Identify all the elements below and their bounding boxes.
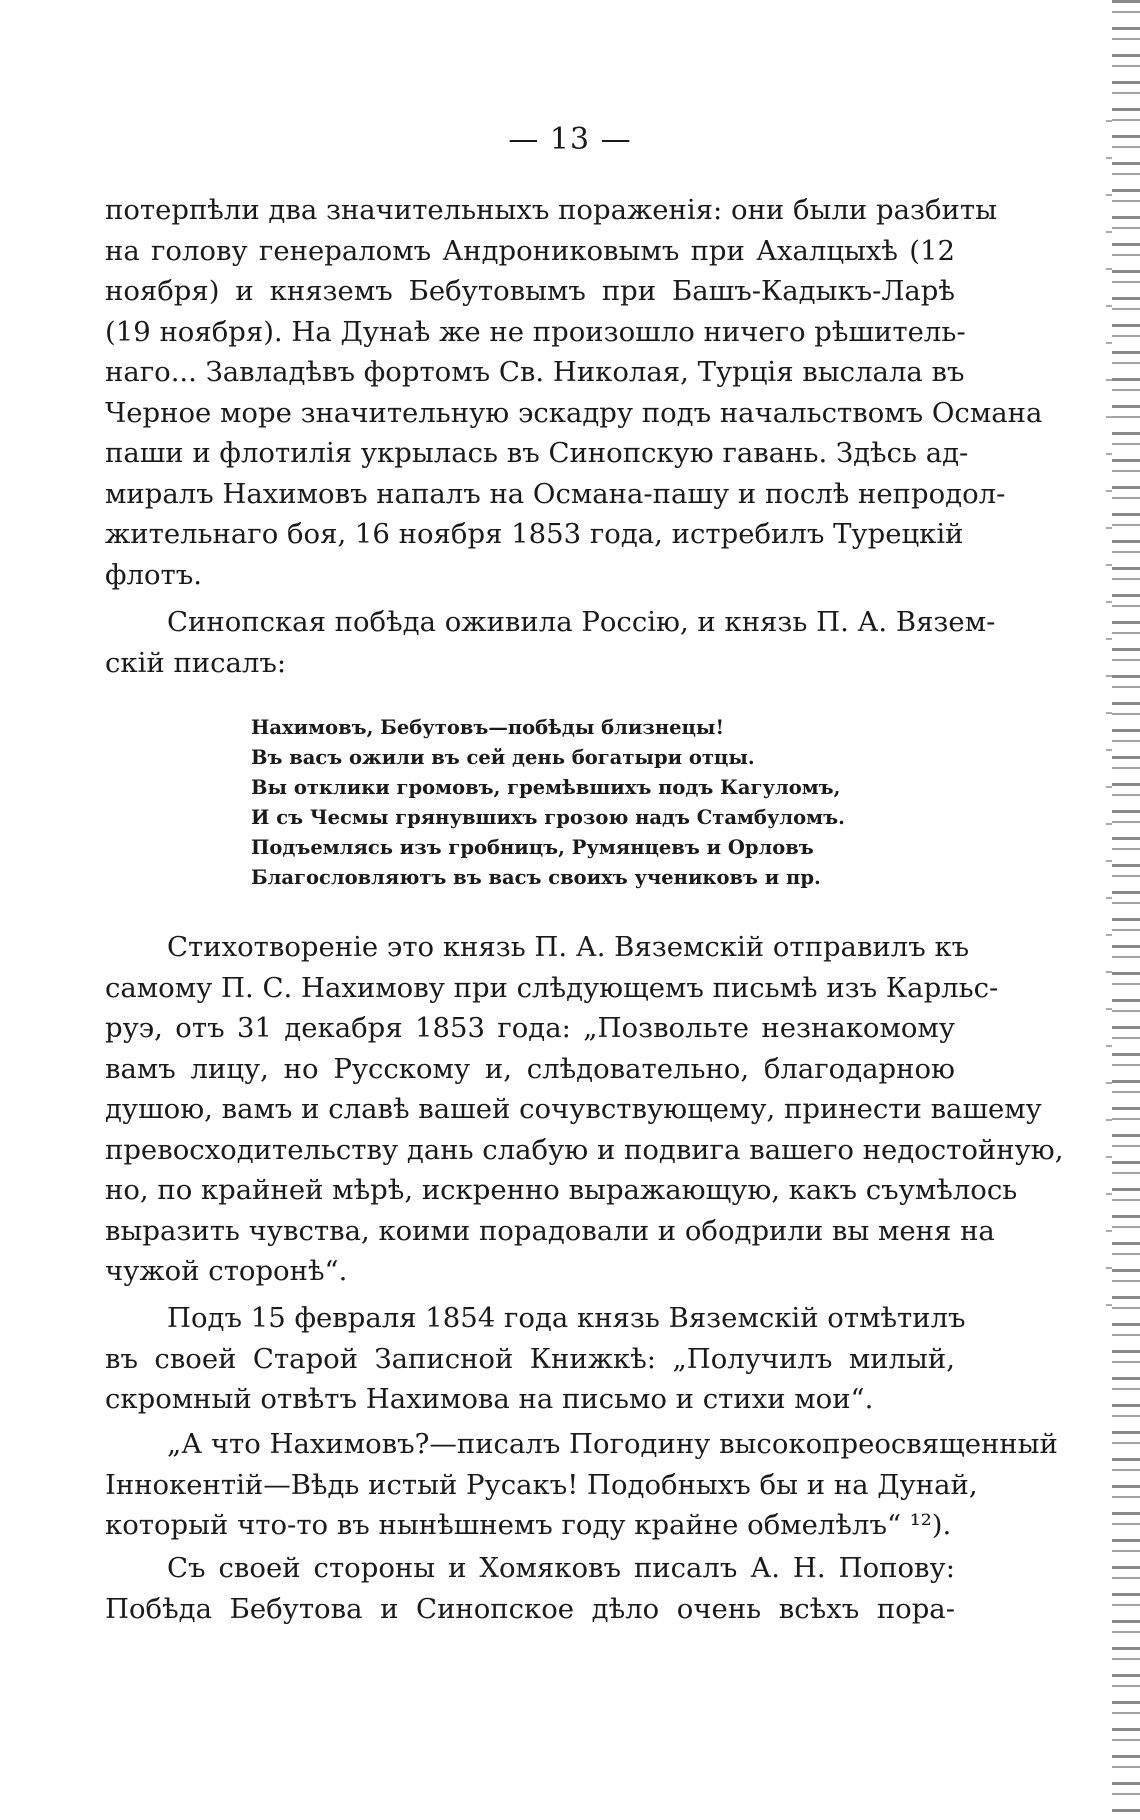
text-line: душою, вамъ и славѣ вашей сочувствующему, принести вашему xyxy=(105,1093,1042,1125)
text-line: ноября) и княземъ Бебутовымъ при Башъ-Кадыкъ-Ларѣ xyxy=(105,275,955,307)
poem-line: Въ васъ ожили въ сей день богатыри отцы. xyxy=(251,746,755,769)
text-line: Іннокентій—Вѣдь истый Русакъ! Подобныхъ бы и на Дунай, xyxy=(105,1468,978,1501)
paragraph-5 xyxy=(105,1424,1058,1546)
page-number: — 13 — xyxy=(508,122,632,157)
text-line: Подъ 15 февраля 1854 года князь Вяземскій отмѣтилъ xyxy=(167,1302,966,1334)
paragraph-2 xyxy=(105,602,996,683)
text-line: Черное море значительную эскадру подъ начальствомъ Османа xyxy=(105,396,1043,429)
paragraph-6 xyxy=(105,1548,955,1629)
text-line: руэ, отъ 31 декабря 1853 года: „Позвольте незнакомому xyxy=(105,1012,955,1044)
text-line: паши и флотилія укрылась въ Синопскую гавань. Здѣсь ад- xyxy=(105,437,969,469)
text-line: Синопская побѣда оживила Россію, и князь П. А. Вязем- xyxy=(167,606,996,638)
scanned-page-edge xyxy=(1112,0,1140,1820)
text-line: „А что Нахимовъ?—писалъ Погодину высокопреосвященный xyxy=(167,1428,1058,1460)
poem-line: И съ Чесмы грянувшихъ грозою надъ Стамбуломъ. xyxy=(251,806,845,829)
text-line: наго... Завладѣвъ фортомъ Св. Николая, Турція выслала въ xyxy=(105,356,965,388)
text-line: (19 ноября). На Дунаѣ же не произошло ничего рѣшитель- xyxy=(105,315,966,348)
text-line: чужой сторонѣ“. xyxy=(105,1255,348,1287)
paragraph-1 xyxy=(105,190,1043,595)
poem-line: Вы отклики громовъ, гремѣвшихъ подъ Кагуломъ, xyxy=(251,776,841,799)
scanned-page-edge-shadow xyxy=(1106,120,1112,1320)
text-line: на голову генераломъ Андрониковымъ при Ахалцыхѣ (12 xyxy=(105,234,955,267)
poem-line: Благословляютъ въ васъ своихъ учениковъ и пр. xyxy=(251,866,821,889)
text-line: Съ своей стороны и Хомяковъ писалъ А. Н. Попову: xyxy=(167,1552,955,1584)
text-line: миралъ Нахимовъ напалъ на Османа-пашу и послѣ непродол- xyxy=(105,477,1006,510)
text-line: который что-то въ нынѣшнемъ году крайне обмелѣлъ“ ¹²). xyxy=(105,1509,952,1541)
text-line: но, по крайней мѣрѣ, искренно выражающую, какъ съумѣлось xyxy=(105,1174,1018,1206)
paragraph-3 xyxy=(105,927,1064,1292)
text-line: потерпѣли два значительныхъ пораженія: они были разбиты xyxy=(105,194,997,226)
text-line: самому П. С. Нахимову при слѣдующемъ письмѣ изъ Карльс- xyxy=(105,971,999,1004)
text-line: скромный отвѣтъ Нахимова на письмо и стихи мои“. xyxy=(105,1383,874,1415)
text-line: превосходительству дань слабую и подвига вашего недостойную, xyxy=(105,1133,1064,1166)
text-line: флотъ. xyxy=(105,558,203,591)
poem-quote xyxy=(251,713,845,893)
poem-line: Нахимовъ, Бебутовъ—побѣды близнецы! xyxy=(251,716,725,739)
poem-line: Подъемлясь изъ гробницъ, Румянцевъ и Орловъ xyxy=(251,836,814,859)
text-line: жительнаго боя, 16 ноября 1853 года, истребилъ Турецкій xyxy=(105,518,964,550)
text-line: скій писалъ: xyxy=(105,646,287,679)
text-line: Побѣда Бебутова и Синопское дѣло очень всѣхъ пора- xyxy=(105,1592,955,1625)
text-line: выразить чувства, коими порадовали и ободрили вы меня на xyxy=(105,1214,995,1247)
text-line: въ своей Старой Записной Книжкѣ: „Получилъ милый, xyxy=(105,1342,955,1375)
text-line: вамъ лицу, но Русскому и, слѣдовательно, благодарною xyxy=(105,1052,955,1085)
paragraph-4 xyxy=(105,1298,966,1420)
text-line: Стихотвореніе это князь П. А. Вяземскій отправилъ къ xyxy=(167,931,970,963)
